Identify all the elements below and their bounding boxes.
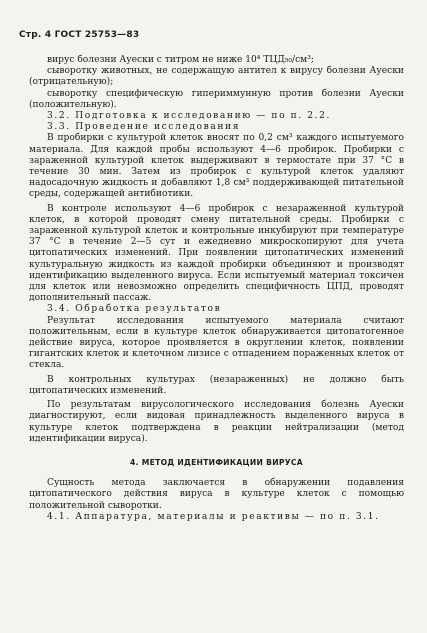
paragraph: Сущность метода заключается в обнаружении подавления цитопатического действия вируса в культуре клеток с помощью положительной сыворотки. (29, 478, 404, 511)
page-header: Стр. 4 ГОСТ 25753—83 (19, 30, 140, 40)
paragraph: вирус болезни Ауески с титром не ниже 10⁴ ТЦД₅₀/см³; (47, 55, 314, 65)
document-body (29, 55, 404, 523)
paragraph: По результатам вирусологического исследования болезнь Ауески диагностируют, если видовая принадлежность выделенного вируса в культуре клеток подтверждена в реакции нейтрализации (метод идентификации вируса). (29, 400, 404, 444)
paragraph: Результат исследования испытуемого материала считают положительным, если в культуре клеток обнаруживается цитопатогенное действие вируса, которое проявляется в округлении клеток, появлении гигантских клеток и клеточном лизисе с отпадением пораженных клеток от стекла. (29, 315, 404, 371)
subsection-heading: 3.3. Проведение исследования (47, 122, 241, 133)
paragraph: В контрольных культурах (незараженных) не должно быть цитопатических изменений. (29, 374, 404, 396)
paragraph: сыворотку животных, не содержащую антител к вирусу болезни Ауески (отрицательную); (29, 66, 404, 88)
paragraph: В контроле используют 4—6 пробирок с незараженной культурой клеток, в которой проводят смену питательной среды. Пробирки с зараженной культурой клеток и контрольные инкубируют при температуре 37 °С в течение 2—5 сут и ежедневно микроскопируют для учета цитопатических изменений. При появлении цитопатических изменений культуральную жидкость из каждой пробирки объединяют и производят идентификацию выделенного вируса. Если испытуемый материал токсичен для клеток или невозможно определить специфичность ЦПД, проводят дополнительный пассаж. (29, 203, 404, 304)
subsection-heading: 4.1. Аппаратура, материалы и реактивы — по п. 3.1. (47, 511, 380, 522)
subsection-heading: 3.2. Подготовка к исследованию — по п. 2.2. (47, 111, 332, 122)
section-title: 4. МЕТОД ИДЕНТИФИКАЦИИ ВИРУСА (130, 457, 303, 467)
paragraph: В пробирки с культурой клеток вносят по 0,2 см³ каждого испытуемого материала. Для каждой пробы используют 4—6 пробирок. Пробирки с зараженной культурой клеток выдерживают в термостате при 37 °С в течение 30 мин. Затем из пробирок с культурой клеток удаляют надосадочную жидкость и добавляют 1,8 см³ поддерживающей питательной среды, содержащей антибиотики. (29, 133, 404, 200)
subsection-heading: 3.4. Обработка результатов (47, 304, 222, 315)
paragraph: сыворотку специфическую гипериммунную против болезни Ауески (положительную). (29, 88, 404, 110)
